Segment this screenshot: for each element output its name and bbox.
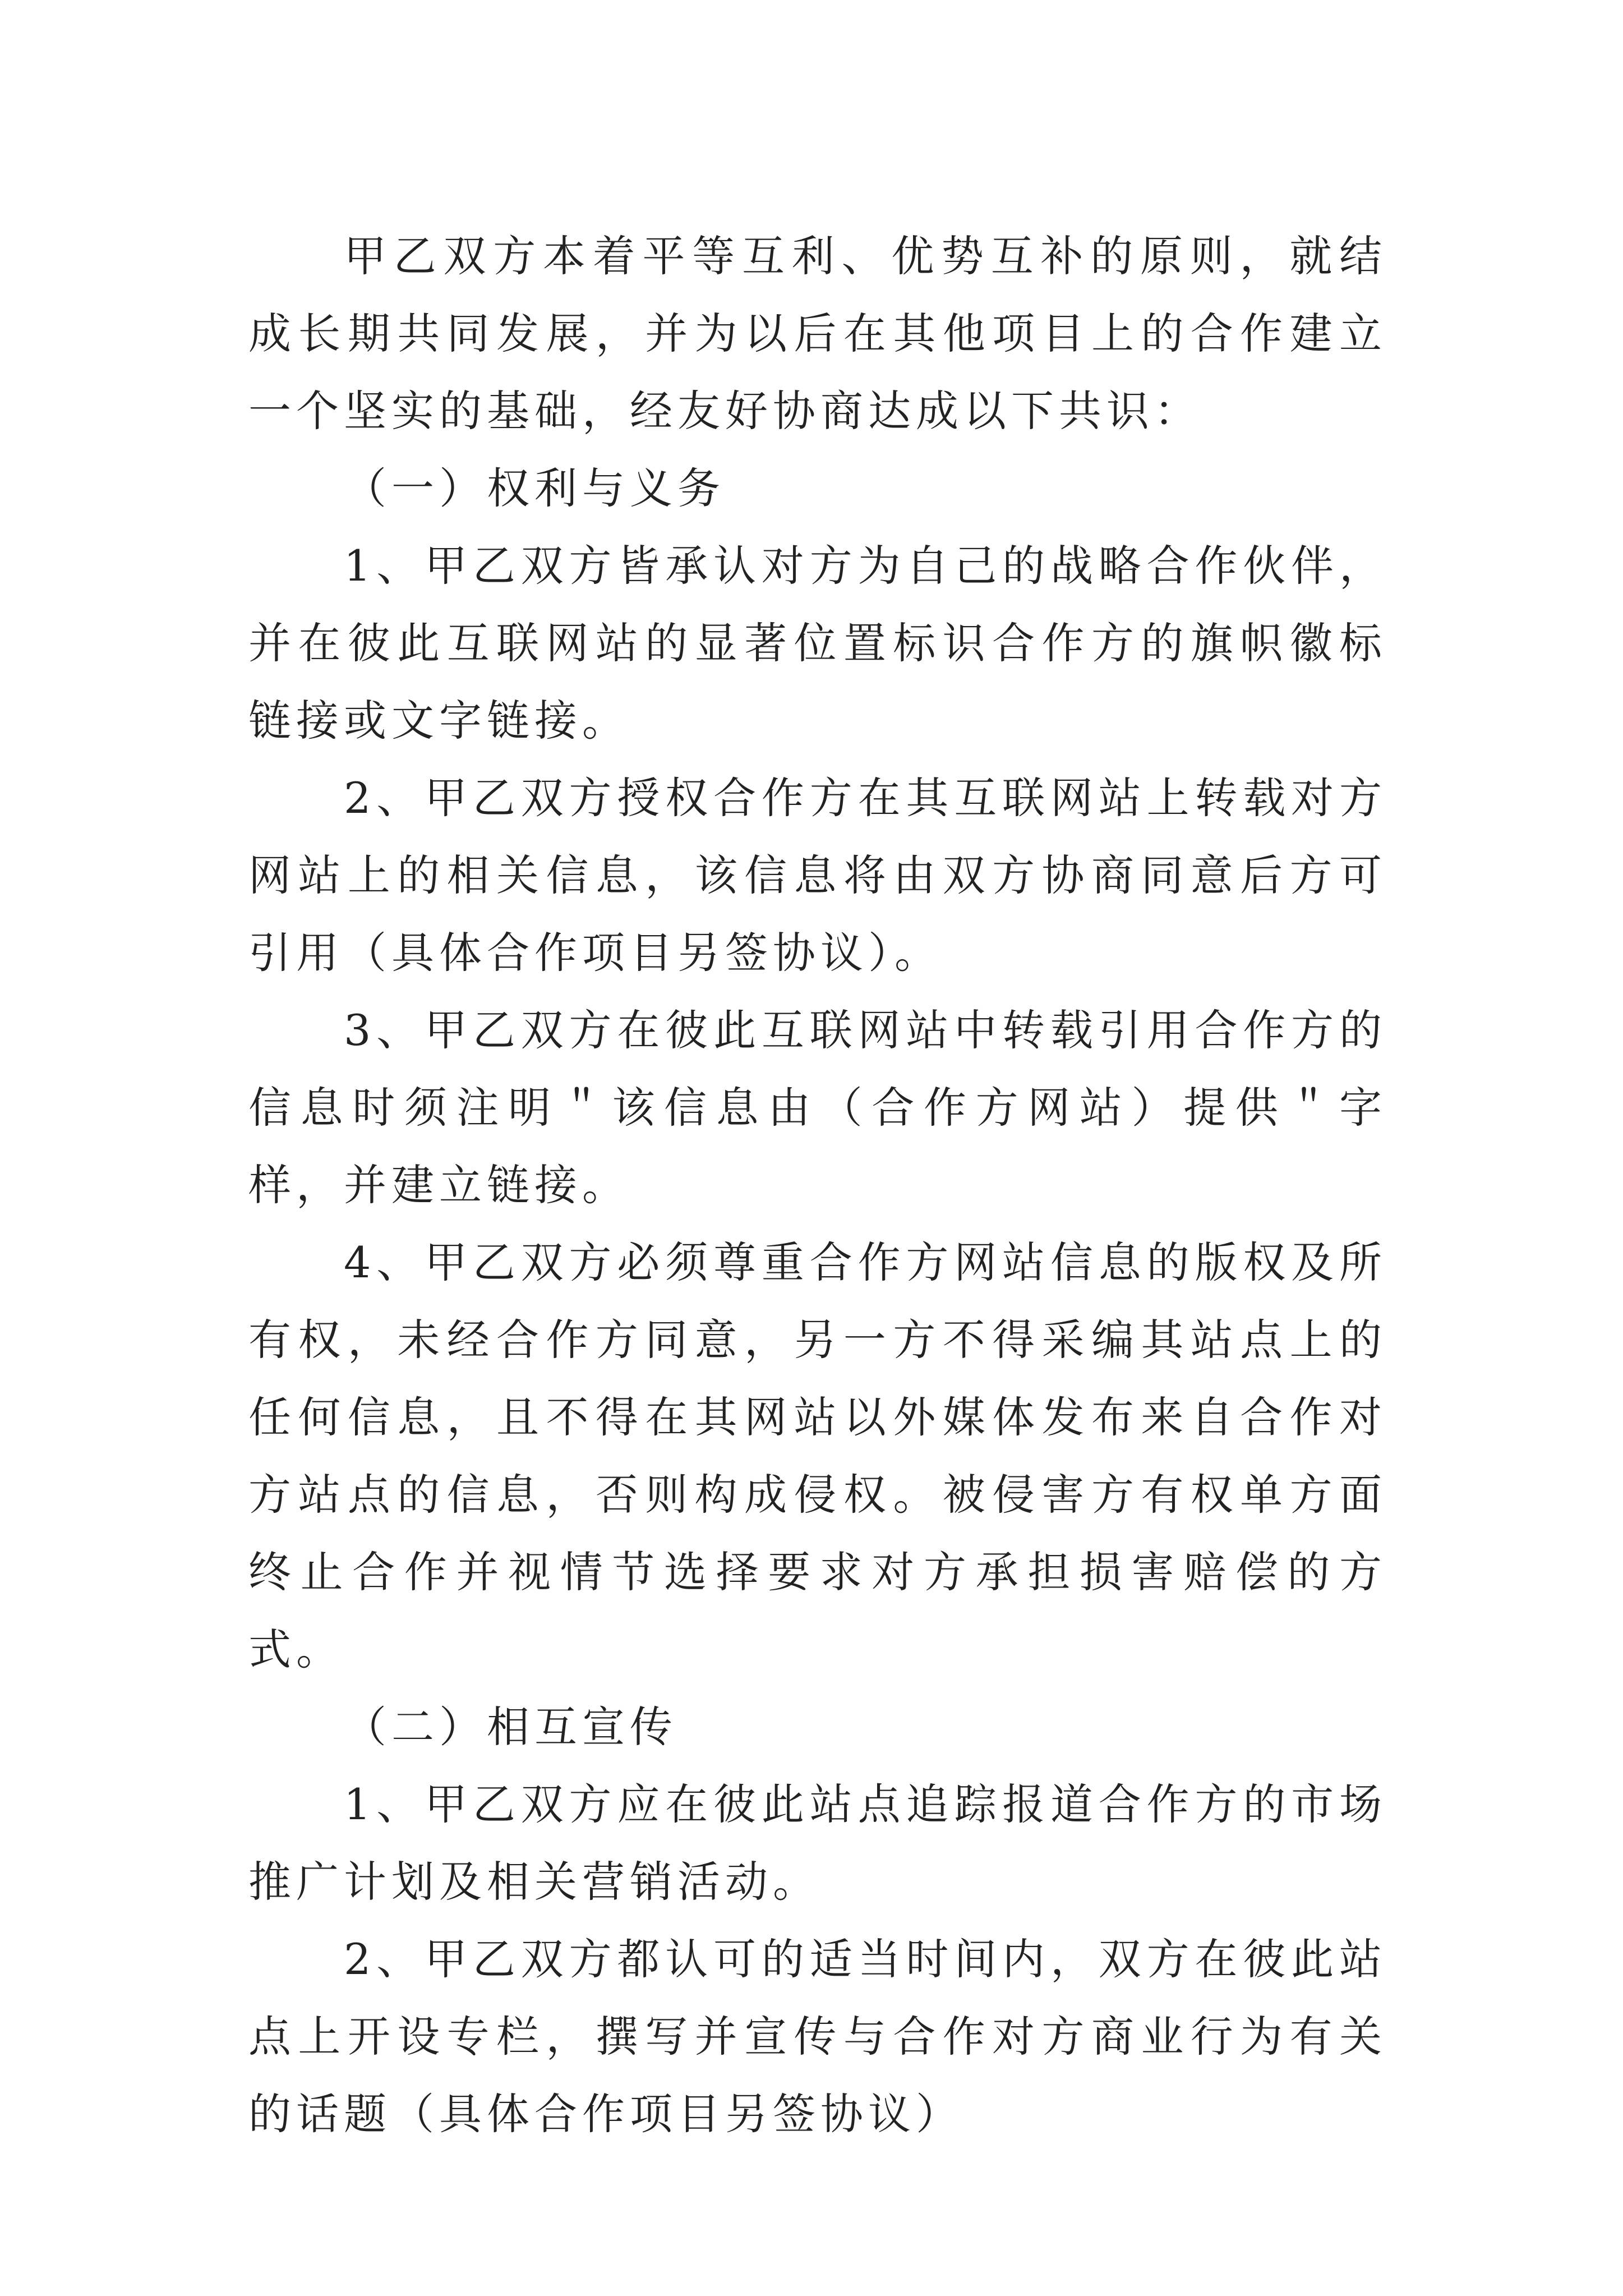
document-body [248, 218, 1387, 2153]
intro-paragraph: 甲乙双方本着平等互利、优势互补的原则，就结成长期共同发展，并为以后在其他项目上的合作建立一个坚实的基础，经友好协商达成以下共识： [248, 231, 1387, 436]
rights-clause-1: 1、甲乙双方皆承认对方为自己的战略合作伙伴，并在彼此互联网站的显著位置标识合作方的旗帜徽标链接或文字链接。 [248, 541, 1387, 746]
rights-clause-4: 4、甲乙双方必须尊重合作方网站信息的版权及所有权，未经合作方同意，另一方不得采编其站点上的任何信息，且不得在其网站以外媒体发布来自合作对方站点的信息，否则构成侵权。被侵害方有权单方面终止合作并视情节选择要求对方承担损害赔偿的方式。 [248, 1237, 1387, 1674]
promotion-clause-1: 1、甲乙双方应在彼此站点追踪报道合作方的市场推广计划及相关营销活动。 [248, 1779, 1387, 1907]
rights-clause-2: 2、甲乙双方授权合作方在其互联网站上转载对方网站上的相关信息，该信息将由双方协商同意后方可引用（具体合作项目另签协议）。 [248, 773, 1387, 978]
section-heading-promotion: （二）相互宣传 [344, 1702, 677, 1752]
rights-clause-3: 3、甲乙双方在彼此互联网站中转载引用合作方的信息时须注明＂该信息由（合作方网站）提供＂字样，并建立链接。 [248, 1005, 1387, 1210]
section-heading-rights: （一）权利与义务 [344, 463, 725, 513]
promotion-clause-2: 2、甲乙双方都认可的适当时间内，双方在彼此站点上开设专栏，撰写并宣传与合作对方商业行为有关的话题（具体合作项目另签协议） [248, 1934, 1387, 2139]
